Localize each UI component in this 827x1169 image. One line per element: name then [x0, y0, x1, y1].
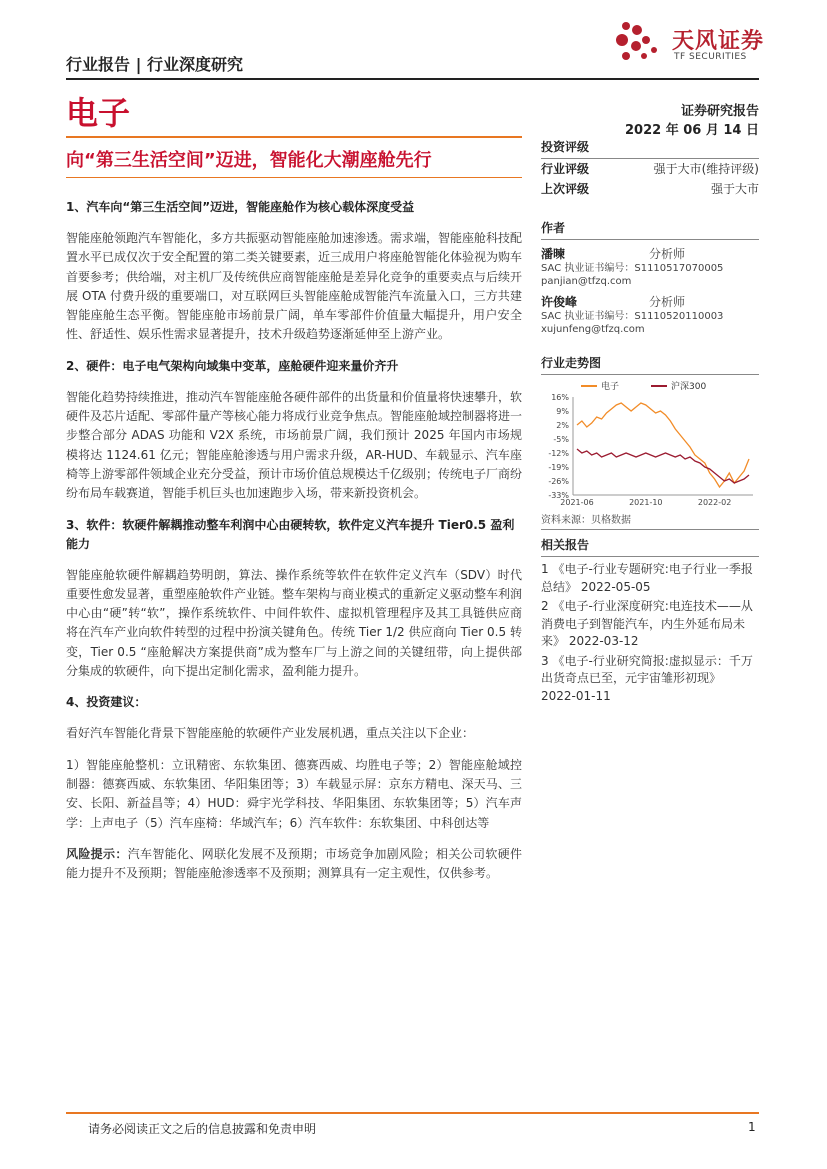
main-content: [66, 198, 522, 895]
report-title: 向“第三生活空间”迈进，智能化大潮座舱先行: [66, 150, 432, 171]
industry-name: 电子: [66, 94, 131, 132]
industry-rating-row: [541, 159, 759, 179]
related-heading: 相关报告: [541, 534, 759, 557]
section-1-heading: 1、汽车向“第三生活空间”迈进，智能座舱作为核心载体深度受益: [66, 200, 415, 214]
x-tick-label: 2021-10: [629, 498, 663, 507]
prev-rating-value: 强于大市: [710, 182, 759, 196]
section-4-body: 看好汽车智能化背景下智能座舱的软硬件产业发展机遇，重点关注以下企业：: [66, 726, 475, 741]
related-report-2[interactable]: 2 《电子-行业深度研究:电连技术——从消费电子到智能汽车，内生外延布局未来》 2022-03-12: [541, 599, 753, 648]
legend-label-1: 电子: [601, 382, 620, 392]
brand-name: 天风证券: [672, 29, 765, 54]
rating-heading: 投资评级: [541, 136, 759, 159]
risk-label: 风险提示：: [66, 846, 128, 861]
section-2-heading: 2、硬件：电子电气架构向域集中变革，座舱硬件迎来量价齐升: [66, 358, 399, 373]
header-divider: [66, 78, 759, 80]
series-line-2: [577, 449, 749, 483]
y-tick-label: -33%: [548, 491, 569, 500]
title-rule-top: [66, 136, 522, 138]
trend-chart-svg: [541, 377, 759, 511]
company-list: 1）智能座舱整机：立讯精密、东软集团、德赛西威、均胜电子等；2）智能座舱域控制器：德赛西威、东软集团、华阳集团等；3）车载显示屏：京东方精电、深天马、三安、长阳、新益昌等；4）HUD：舜宇光学科技、华阳集团、东软集团等；5）汽车声学：上声电子（5）汽车座椅：华域汽车；6）汽车软件：东软集团、中科创达等: [66, 757, 522, 830]
analyst-1-email[interactable]: panjian@tfzq.com: [541, 276, 632, 287]
prev-rating-row: [541, 179, 759, 199]
y-tick-label: 2%: [556, 421, 569, 430]
footer-disclaimer: 请务必阅读正文之后的信息披露和免责申明: [88, 1122, 317, 1136]
y-tick-label: -26%: [548, 477, 569, 486]
analyst-2-name: 许俊峰: [541, 295, 578, 309]
analyst-1-role: 分析师: [649, 247, 686, 261]
author-heading: 作者: [541, 217, 759, 240]
analyst-2-cert: SAC 执业证书编号：S1110520110003: [541, 311, 724, 322]
analyst-2-role: 分析师: [649, 295, 686, 309]
footer-divider: [66, 1112, 759, 1114]
report-date: 2022 年 06 月 14 日: [625, 123, 759, 138]
prev-rating-label: 上次评级: [541, 182, 590, 196]
related-report-1[interactable]: 1 《电子-行业专题研究:电子行业一季报总结》 2022-05-05: [541, 562, 753, 594]
industry-rating-value: 强于大市(维持评级): [653, 162, 759, 176]
trend-chart: [541, 377, 759, 514]
trend-heading: 行业走势图: [541, 352, 759, 375]
y-tick-label: -5%: [553, 435, 569, 444]
y-tick-label: 9%: [556, 407, 569, 416]
risk-paragraph: [66, 845, 522, 884]
analyst-1-cert: SAC 执业证书编号：S1110517070005: [541, 263, 724, 274]
section-2-body: 智能化趋势持续推进，推动汽车智能座舱各硬件部件的出货量和价值量将快速攀升，软硬件及芯片适配、零部件量产等核心能力将成行业竞争焦点。智能座舱域控制器将进一步整合部分 ADAS 功能和 V2X 系统，市场前景广阔，我们预计 2025 年国内市场规模将达 1124.61 亿元；智能座舱渗透与用户需求升级，AR-HUD、车载显示、汽车座椅等上游零部件领域企业充分受益，预计市场价值总规模达千亿级别；传统电子厂商纷纷布局车载赛道，智能手机巨头也加速跑步入场，带来新投资机会。: [66, 389, 523, 501]
chart-source: 资料来源：贝格数据: [541, 514, 759, 530]
report-category: 行业报告 | 行业深度研究: [66, 55, 243, 74]
series-line-1: [577, 403, 749, 487]
related-report-3[interactable]: 3 《电子-行业研究简报:虚拟显示：千万出货奇点已至，元宇宙雏形初现》 2022-01-11: [541, 653, 753, 703]
analyst-2-email[interactable]: xujunfeng@tfzq.com: [541, 324, 645, 335]
x-tick-label: 2022-02: [697, 498, 732, 507]
section-1-body: 智能座舱领跑汽车智能化，多方共振驱动智能座舱加速渗透。需求端，智能座舱科技配置水平已成仅次于安全配置的第二类关键要素，近三成用户将座舱智能化体验视为购车首要参考；供给端，对主机厂及传统供应商智能座舱是差异化竞争的重要卖点与后续开展 OTA 付费升级的重要端口，对互联网巨头智能座舱成智能汽车流量入口，三方共建智能座舱生态平衡。智能座舱市场前景广阔，单车零部件价值量大幅提升，用户安全性、舒适性、娱乐性需求显著提升，技术升级趋势逐渐延伸至上游产业。: [66, 231, 523, 342]
risk-body: 汽车智能化、网联化发展不及预期；市场竞争加剧风险；相关公司软硬件能力提升不及预期；智能座舱渗透率不及预期；测算具有一定主观性，仅供参考。: [66, 846, 522, 881]
analyst-1-name: 潘暕: [541, 247, 566, 261]
title-rule-bottom: [66, 177, 522, 178]
y-tick-label: 16%: [551, 393, 569, 402]
sidebar: [541, 136, 759, 707]
page-number: 1: [748, 1120, 756, 1134]
brand-name-en: TF SECURITIES: [674, 52, 747, 62]
x-tick-label: 2021-06: [560, 498, 594, 507]
analyst-1: [541, 246, 759, 288]
report-type: 证券研究报告: [680, 104, 759, 119]
industry-rating-label: 行业评级: [541, 162, 590, 176]
section-3-body: 智能座舱软硬件解耦趋势明朗，算法、操作系统等软件在软件定义汽车（SDV）时代重要性愈发显著，重塑座舱软件产业链。整车架构与商业模式的重新定义驱动整车利润中心由“硬”转“软”，操作系统软件、中间件软件、虚拟机管理程序及其工具链供应商将在汽车产业向软件转型的过程中扮演关键角色。传统 Tier 1/2 供应商向 Tier 0.5 转变，Tier 0.5 “座舱解决方案提供商”成为整车厂与上游之间的关键纽带，向上提供部分集成的软硬件，向下提出定制化需求，盈利能力提升。: [66, 567, 523, 679]
y-tick-label: -19%: [548, 463, 569, 472]
analyst-2: [541, 294, 759, 336]
legend-label-2: 沪深300: [671, 382, 707, 392]
related-list: [541, 561, 759, 705]
y-tick-label: -12%: [548, 449, 569, 458]
section-4-heading: 4、投资建议：: [66, 695, 147, 710]
section-3-heading: 3、软件：软硬件解耦推动整车利润中心由硬转软，软件定义汽车提升 Tier0.5 盈利能力: [66, 517, 515, 551]
